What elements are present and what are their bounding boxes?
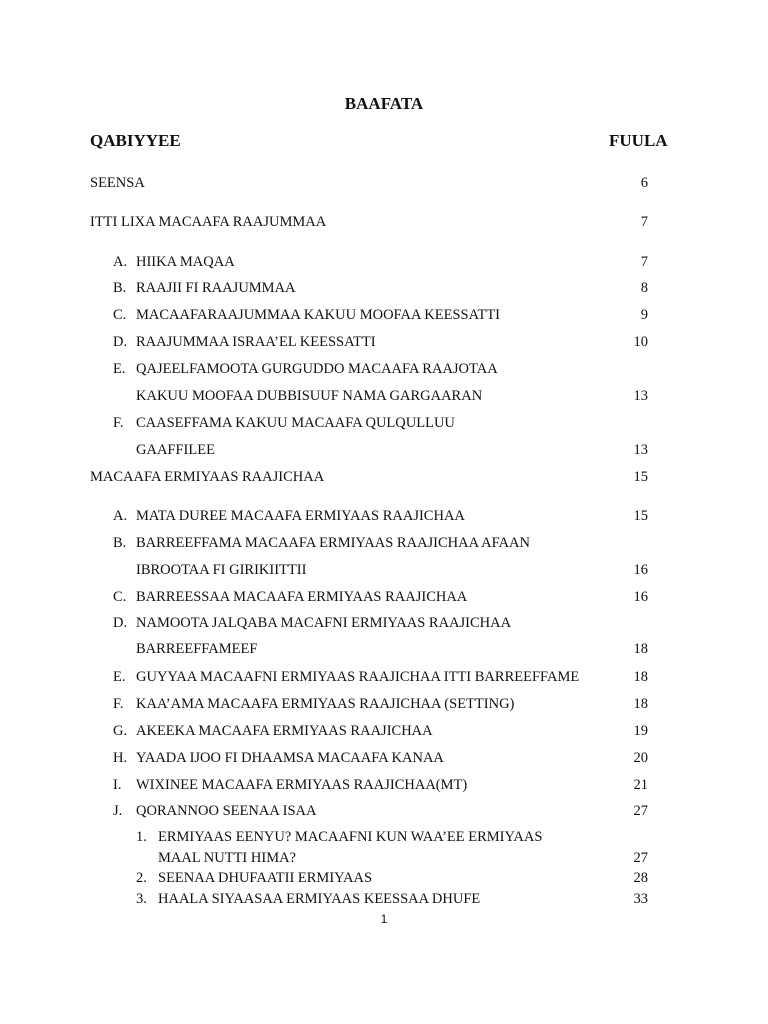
toc-entry-text: BARREEFFAMEEF: [136, 641, 258, 657]
toc-entry-page: 28: [633, 870, 648, 886]
toc-entry-text: ITTI LIXA MACAAFA RAAJUMMAA: [90, 214, 327, 230]
toc-entry-text: MAAL NUTTI HIMA?: [158, 850, 296, 866]
toc-entry-page: 18: [633, 696, 648, 712]
toc-entry-text: MACAAFA ERMIYAAS RAAJICHAA: [90, 469, 325, 485]
toc-entry-page: 13: [633, 388, 648, 404]
toc-entry-marker: 1.: [136, 829, 147, 845]
toc-entry-marker: I.: [113, 777, 122, 793]
toc-entry-text: KAKUU MOOFAA DUBBISUUF NAMA GARGAARAN: [136, 388, 483, 404]
toc-entry-text: ERMIYAAS EENYU? MACAAFNI KUN WAA’EE ERMIYAAS: [158, 829, 543, 845]
toc-entry-marker: B.: [113, 280, 127, 296]
toc-entry-marker: C.: [113, 307, 127, 323]
toc-entry-marker: 2.: [136, 870, 147, 886]
toc-entry-page: 21: [633, 777, 648, 793]
toc-entry-text: MACAAFARAAJUMMAA KAKUU MOOFAA KEESSATTI: [136, 307, 501, 323]
toc-entry-page: 7: [640, 254, 648, 270]
toc-entry-page: 10: [633, 334, 648, 350]
toc-entry-text: HIIKA MAQAA: [136, 254, 235, 270]
toc-entry-text: GUYYAA MACAAFNI ERMIYAAS RAAJICHAA ITTI BARREEFFAME: [136, 669, 580, 685]
toc-entry-page: 6: [640, 175, 648, 191]
toc-entry-page: 15: [633, 508, 648, 524]
toc-entry-text: MATA DUREE MACAAFA ERMIYAAS RAAJICHAA: [136, 508, 465, 524]
toc-entry-text: QORANNOO SEENAA ISAA: [136, 803, 317, 819]
toc-entry-text: GAAFFILEE: [136, 442, 215, 458]
page-number: 1: [380, 912, 388, 926]
toc-entry-marker: D.: [113, 334, 128, 350]
toc-entry-text: NAMOOTA JALQABA MACAFNI ERMIYAAS RAAJICHAA: [136, 615, 512, 631]
toc-entry-page: 9: [640, 307, 648, 323]
toc-entry-page: 33: [633, 891, 648, 907]
toc-entry-text: WIXINEE MACAAFA ERMIYAAS RAAJICHAA(MT): [136, 777, 468, 793]
toc-entry-page: 18: [633, 641, 648, 657]
toc-entry-page: 18: [633, 669, 648, 685]
toc-entry-marker: C.: [113, 589, 127, 605]
toc-entry-marker: G.: [113, 723, 128, 739]
toc-entry-marker: E.: [113, 361, 126, 377]
toc-entry-marker: A.: [113, 508, 128, 524]
toc-entry-text: SEENSA: [90, 175, 145, 191]
toc-entry-text: HAALA SIYAASAA ERMIYAAS KEESSAA DHUFE: [158, 891, 481, 907]
toc-entry-marker: J.: [113, 803, 123, 819]
toc-entry-marker: A.: [113, 254, 128, 270]
toc-entry-text: RAAJUMMAA ISRAA’EL KEESSATTI: [136, 334, 376, 350]
toc-entry-text: SEENAA DHUFAATII ERMIYAAS: [158, 870, 373, 886]
toc-entry-text: IBROOTAA FI GIRIKIITTII: [136, 562, 307, 578]
toc-entry-marker: E.: [113, 669, 126, 685]
toc-entry-page: 27: [633, 850, 648, 866]
toc-entry-text: KAA’AMA MACAAFA ERMIYAAS RAAJICHAA (SETTING): [136, 696, 515, 712]
toc-entry-text: RAAJII FI RAAJUMMAA: [136, 280, 296, 296]
toc-entry-page: 16: [633, 589, 648, 605]
toc-entry-marker: F.: [113, 696, 124, 712]
toc-entry-marker: D.: [113, 615, 128, 631]
toc-entry-marker: H.: [113, 750, 128, 766]
toc-entry-marker: B.: [113, 535, 127, 551]
toc-entry-page: 20: [633, 750, 648, 766]
toc-entry-page: 16: [633, 562, 648, 578]
toc-entry-marker: 3.: [136, 891, 147, 907]
toc-entry-text: QAJEELFAMOOTA GURGUDDO MACAAFA RAAJOTAA: [136, 361, 498, 377]
toc-entry-page: 8: [640, 280, 648, 296]
toc-entry-text: CAASEFFAMA KAKUU MACAAFA QULQULLUU: [136, 415, 455, 431]
contents-header: QABIYYEE: [90, 131, 181, 150]
toc-title: BAAFATA: [344, 94, 424, 113]
toc-entry-text: AKEEKA MACAAFA ERMIYAAS RAAJICHAA: [136, 723, 433, 739]
toc-entry-text: YAADA IJOO FI DHAAMSA MACAAFA KANAA: [136, 750, 444, 766]
toc-entry-page: 27: [633, 803, 648, 819]
page-header: FUULA: [609, 131, 668, 150]
toc-entry-page: 15: [633, 469, 648, 485]
toc-entry-text: BARREESSAA MACAAFA ERMIYAAS RAAJICHAA: [136, 589, 468, 605]
toc-entry-page: 19: [633, 723, 648, 739]
toc-entry-marker: F.: [113, 415, 124, 431]
toc-entry-text: BARREEFFAMA MACAAFA ERMIYAAS RAAJICHAA AFAAN: [136, 535, 530, 551]
toc-entry-page: 7: [640, 214, 648, 230]
toc-entry-page: 13: [633, 442, 648, 458]
